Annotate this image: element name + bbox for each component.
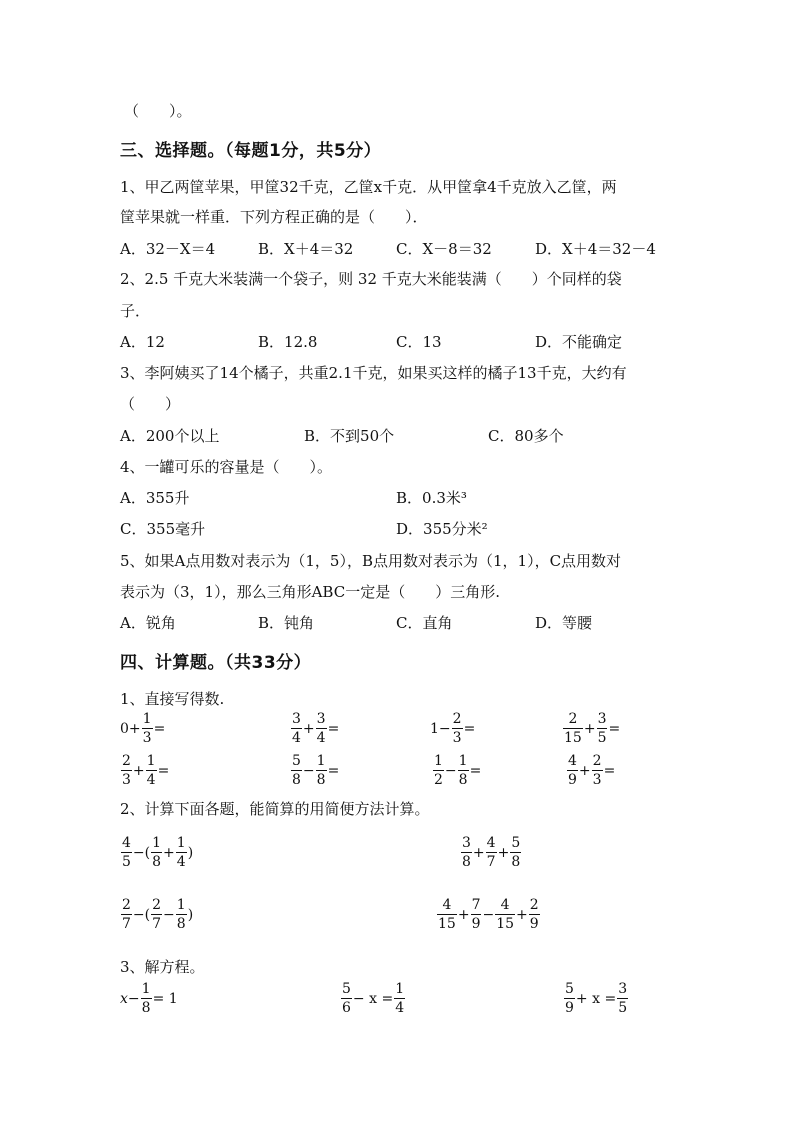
- expr-text: +: [302, 720, 315, 737]
- q1-option-c: C．X－8＝32: [396, 240, 492, 258]
- expr-text: 1−: [430, 720, 451, 737]
- q5-option-d: D．等腰: [535, 614, 593, 632]
- calc-expr: [436, 898, 541, 931]
- q1-option-b: B．X＋4＝32: [258, 240, 354, 258]
- fraction: 5 6: [342, 981, 351, 1016]
- q3-option-b: B．不到50个: [304, 427, 395, 445]
- expr-text: +: [163, 844, 175, 861]
- calc-expr: [430, 712, 475, 745]
- expr-text: −(: [132, 844, 151, 861]
- fraction: 2 7: [152, 897, 162, 932]
- q1-option-a: A．32－X＝4: [120, 240, 216, 258]
- fraction: $\frac{1}{8}$: [458, 753, 468, 788]
- fraction: $\frac{4}{7}$: [486, 835, 496, 870]
- q5-option-b: B．钝角: [258, 614, 315, 632]
- fraction: $\frac{1}{8}$: [141, 981, 151, 1016]
- expr-text: =: [608, 720, 621, 737]
- expr-text: ): [187, 906, 194, 923]
- expr-text: =: [469, 762, 482, 779]
- expr-text: =: [153, 720, 166, 737]
- q5-option-c: C．直角: [396, 614, 453, 632]
- calc-q2-title: 2、计算下面各题，能简算的用简便方法计算。: [120, 800, 430, 818]
- fraction: $\frac{3}{5}$: [597, 711, 607, 746]
- calc-expr: [566, 754, 615, 787]
- expr-text: +: [472, 844, 485, 861]
- expr-text: =: [327, 720, 340, 737]
- expr-text: +: [457, 906, 470, 923]
- fraction: 3 8: [462, 835, 471, 870]
- fraction: $\frac{3}{5}$: [618, 981, 628, 1016]
- expr-text: +: [578, 762, 591, 779]
- calc-expr: [120, 836, 193, 869]
- expr-text: −: [127, 990, 140, 1007]
- fraction: $\frac{1}{8}$: [316, 753, 326, 788]
- q5-line2: 表示为（3，1），那么三角形ABC一定是（ ）三角形.: [120, 583, 500, 601]
- expr-text: −: [163, 906, 175, 923]
- expr-text: 0+: [120, 720, 141, 737]
- section4-title: 四、计算题。（共33分）: [120, 653, 312, 673]
- equation: [563, 982, 629, 1015]
- fraction: $\frac{2}{9}$: [529, 897, 539, 932]
- q3-option-a: A．200个以上: [120, 427, 220, 445]
- fraction: 4 9: [568, 753, 577, 788]
- q4-option-d: D．355分米²: [396, 520, 488, 538]
- q2-line1: 2、2.5 千克大米装满一个袋子，则 32 千克大米能装满（ ）个同样的袋: [120, 270, 622, 288]
- expr-text: =: [327, 762, 340, 779]
- fraction: $\frac{2}{3}$: [592, 753, 602, 788]
- expr-text: − x =: [352, 990, 394, 1007]
- fraction: $\frac{1}{8}$: [176, 897, 186, 932]
- calc-expr: [120, 712, 165, 745]
- q3-line2: （ ）: [120, 395, 181, 413]
- fraction: 5 9: [565, 981, 574, 1016]
- fraction: $\frac{1}{3}$: [142, 711, 152, 746]
- expr-text: −: [302, 762, 315, 779]
- fraction: 3 4: [292, 711, 301, 746]
- fraction: $\frac{1}{4}$: [395, 981, 405, 1016]
- q2-option-c: C．13: [396, 333, 442, 351]
- expr-text: ): [187, 844, 194, 861]
- fraction: 5 8: [292, 753, 301, 788]
- q2-option-d: D．不能确定: [535, 333, 623, 351]
- calc-q1-title: 1、直接写得数.: [120, 690, 225, 708]
- fraction: 4 5: [122, 835, 131, 870]
- calc-expr: [460, 836, 522, 869]
- q2-option-a: A．12: [120, 333, 165, 351]
- q4-option-b: B．0.3米³: [396, 489, 467, 507]
- equation: [120, 982, 178, 1015]
- fraction: 4 15: [438, 897, 456, 932]
- fraction: $\frac{3}{4}$: [316, 711, 326, 746]
- q5-line1: 5、如果A点用数对表示为（1，5），B点用数对表示为（1，1），C点用数对: [120, 552, 622, 570]
- q1-option-d: D．X＋4＝32－4: [535, 240, 656, 258]
- calc-expr: [120, 754, 169, 787]
- calc-q3-title: 3、解方程。: [120, 958, 205, 976]
- q3-line1: 3、李阿姨买了14个橘子，共重2.1千克，如果买这样的橘子13千克，大约有: [120, 364, 627, 382]
- q4-option-c: C．355毫升: [120, 520, 206, 538]
- fraction: 2 15: [564, 711, 582, 746]
- expr-text: +: [583, 720, 596, 737]
- calc-expr: [290, 712, 339, 745]
- expr-text: + x =: [575, 990, 617, 1007]
- expr-text: =: [157, 762, 170, 779]
- section3-title: 三、选择题。（每题1分，共5分）: [120, 141, 382, 161]
- expr-text: =: [603, 762, 616, 779]
- fraction: $\frac{7}{9}$: [471, 897, 481, 932]
- q2-line2: 子．: [120, 302, 151, 320]
- expr-text: −: [482, 906, 495, 923]
- q2-option-b: B．12.8: [258, 333, 318, 351]
- expr-text: x: [120, 990, 128, 1007]
- fraction: $\frac{2}{3}$: [452, 711, 462, 746]
- fraction: 2 7: [122, 897, 131, 932]
- calc-expr: [120, 898, 193, 931]
- calc-expr: [562, 712, 620, 745]
- fraction: $\frac{5}{8}$: [511, 835, 521, 870]
- expr-text: −: [444, 762, 457, 779]
- q4-option-a: A．355升: [120, 489, 190, 507]
- expr-text: = 1: [152, 990, 178, 1007]
- fraction: $\frac{1}{4}$: [146, 753, 156, 788]
- q3-option-c: C．80多个: [488, 427, 564, 445]
- q1-line1: 1、甲乙两筐苹果，甲筐32千克，乙筐x千克．从甲筐拿4千克放入乙筐，两: [120, 178, 617, 196]
- fraction: 1 2: [434, 753, 443, 788]
- fraction: $\frac{1}{4}$: [176, 835, 186, 870]
- calc-expr: [432, 754, 481, 787]
- fraction: $\frac{4}{15}$: [496, 897, 515, 932]
- expr-text: +: [497, 844, 510, 861]
- top-blank: （ ）。: [124, 102, 192, 120]
- calc-expr: [290, 754, 339, 787]
- expr-text: −(: [132, 906, 151, 923]
- expr-text: =: [463, 720, 476, 737]
- fraction: 2 3: [122, 753, 131, 788]
- expr-text: +: [132, 762, 145, 779]
- q5-option-a: A．锐角: [120, 614, 176, 632]
- q4-line1: 4、一罐可乐的容量是（ ）。: [120, 458, 333, 476]
- fraction: 1 8: [152, 835, 162, 870]
- equation: [340, 982, 406, 1015]
- q1-line2: 筐苹果就一样重．下列方程正确的是（ ）．: [120, 208, 428, 226]
- expr-text: +: [516, 906, 528, 923]
